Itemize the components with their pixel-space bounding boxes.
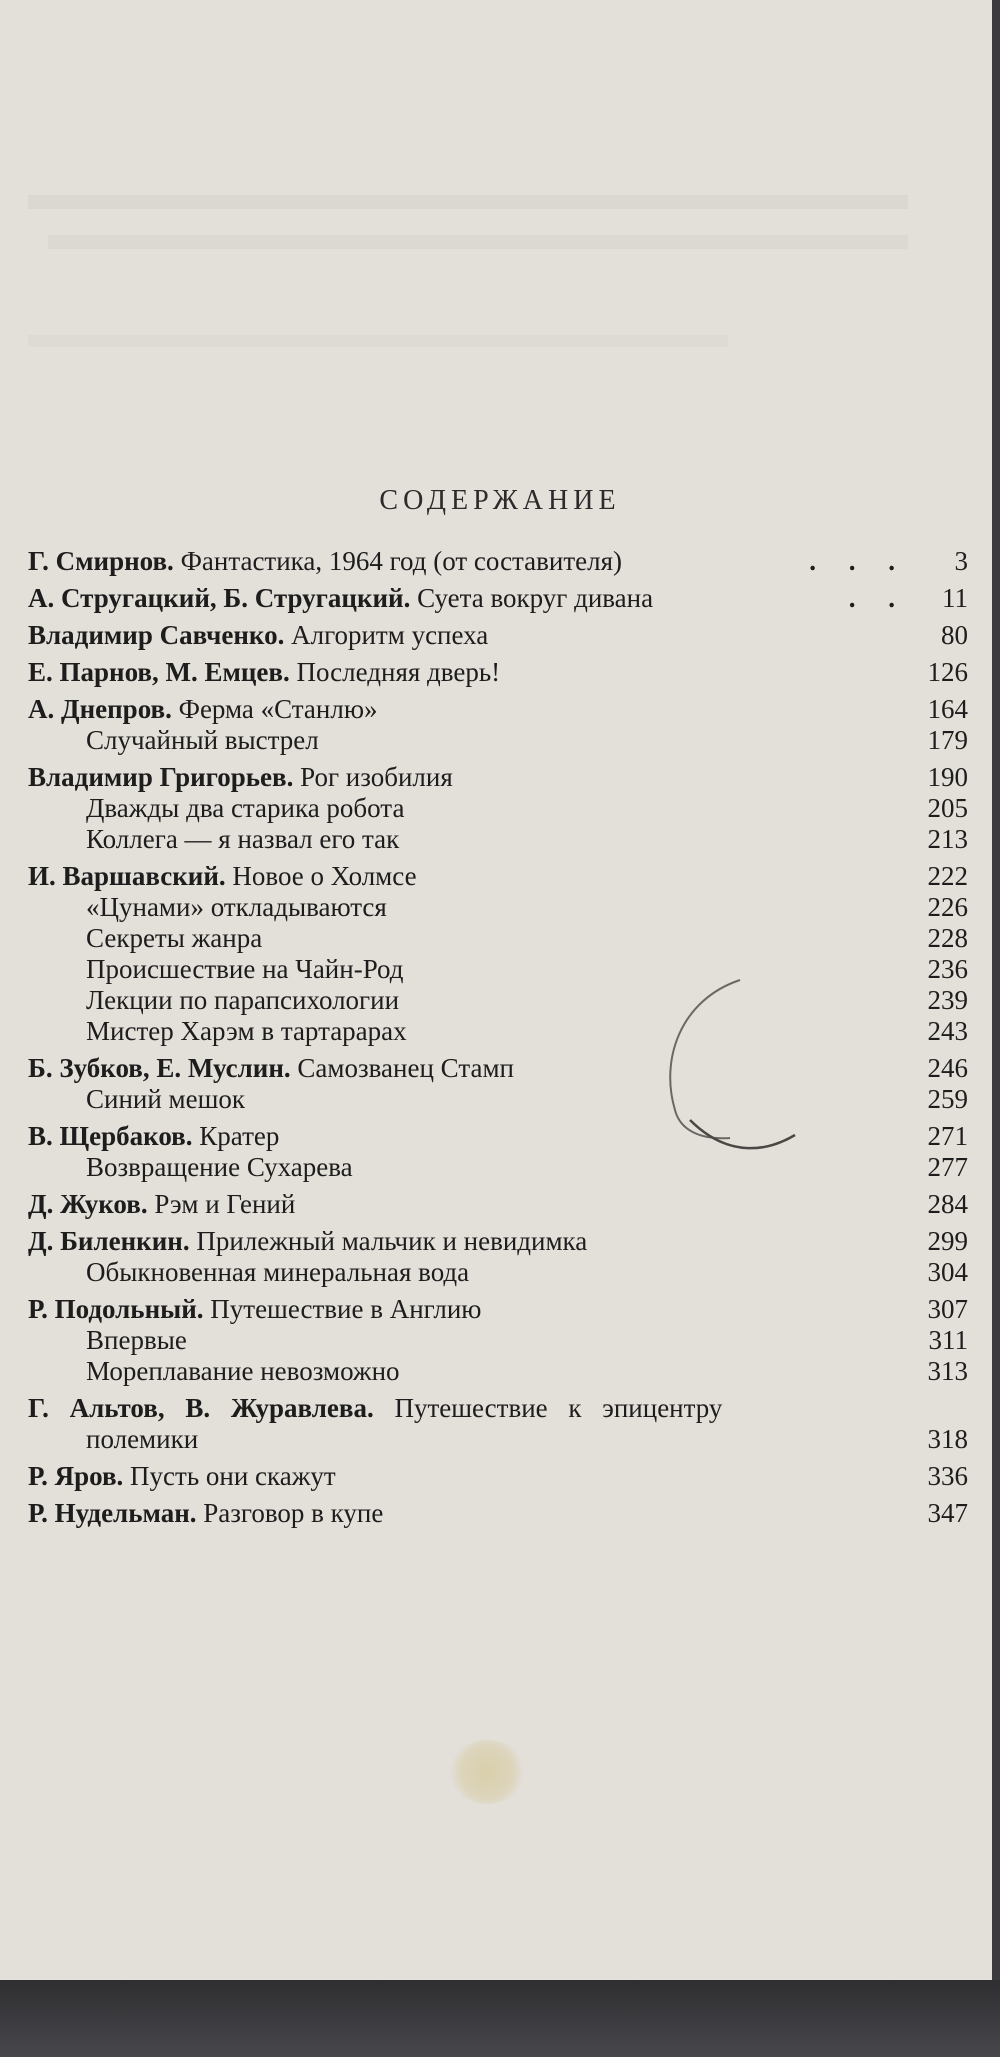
entry-page-number: 222 <box>927 861 968 891</box>
show-through-text <box>28 175 958 415</box>
entry-page-number: 313 <box>927 1356 968 1386</box>
toc-entry <box>28 824 968 855</box>
entry-author: Р. Подольный. <box>28 1294 204 1324</box>
toc-entry <box>28 1294 968 1325</box>
toc-entry <box>28 620 968 651</box>
entry-title: Разговор в купе <box>203 1498 384 1528</box>
toc-entry <box>28 725 968 756</box>
entry-page-number: 228 <box>927 923 968 953</box>
entry-author: Б. Зубков, Е. Муслин. <box>28 1053 291 1083</box>
entry-page-number: 246 <box>927 1053 968 1083</box>
entry-title: Дважды два старика робота <box>86 793 405 823</box>
toc-entry <box>28 546 968 577</box>
entry-page-number: 179 <box>927 725 968 755</box>
paper-stain <box>450 1740 524 1804</box>
entry-page-number: 243 <box>927 1016 968 1046</box>
entry-page-number: 271 <box>927 1121 968 1151</box>
entry-author: И. Варшавский. <box>28 861 226 891</box>
entry-author: Владимир Савченко. <box>28 620 285 650</box>
toc-entry <box>28 583 968 614</box>
entry-page-number: 213 <box>927 824 968 854</box>
entry-page-number: 226 <box>927 892 968 922</box>
entry-title: Последняя дверь! <box>296 657 501 687</box>
toc-entry <box>28 1084 968 1115</box>
entry-title: Кратер <box>199 1121 280 1151</box>
table-of-contents <box>28 546 968 1529</box>
entry-page-number: 336 <box>927 1461 968 1491</box>
entry-page-number: 3 <box>954 546 968 576</box>
entry-page-number: 80 <box>941 620 968 650</box>
entry-title: Рог изобилия <box>300 762 453 792</box>
entry-leader-dots: . . . <box>809 546 908 576</box>
entry-title: Путешествие к эпицентру <box>394 1393 723 1423</box>
entry-title: Мореплавание невозможно <box>86 1356 400 1386</box>
entry-page-number: 284 <box>927 1189 968 1219</box>
entry-page-number: 239 <box>927 985 968 1015</box>
entry-title: Мистер Харэм в тартарарах <box>86 1016 407 1046</box>
entry-title: Обыкновенная минеральная вода <box>86 1257 470 1287</box>
entry-author: А. Стругацкий, Б. Стругацкий. <box>28 583 411 613</box>
toc-entry <box>28 892 968 923</box>
entry-page-number: 311 <box>928 1325 968 1355</box>
entry-title: Случайный выстрел <box>86 725 319 755</box>
entry-author: Р. Нудельман. <box>28 1498 197 1528</box>
toc-entry <box>28 657 968 688</box>
entry-page-number: 347 <box>927 1498 968 1528</box>
toc-entry <box>28 1393 968 1455</box>
entry-author: Г. Альтов, В. Журавлева. <box>28 1393 374 1423</box>
toc-entry <box>28 1257 968 1288</box>
entry-title: Происшествие на Чайн-Род <box>86 954 404 984</box>
entry-title: Рэм и Гений <box>154 1189 296 1219</box>
background-surface <box>0 1980 1000 2057</box>
entry-title: Лекции по парапсихологии <box>86 985 400 1015</box>
toc-entry <box>28 861 968 892</box>
toc-entry <box>28 1325 968 1356</box>
toc-entry <box>28 762 968 793</box>
toc-entry <box>28 1152 968 1183</box>
entry-author: Е. Парнов, М. Емцев. <box>28 657 290 687</box>
entry-title: Новое о Холмсе <box>232 861 417 891</box>
entry-title: Впервые <box>86 1325 187 1355</box>
page-title: СОДЕРЖАНИЕ <box>379 485 621 516</box>
entry-page-number: 164 <box>927 694 968 724</box>
entry-title: Возвращение Сухарева <box>86 1152 353 1182</box>
toc-entry <box>28 985 968 1016</box>
toc-entry <box>28 1356 968 1387</box>
entry-author: Р. Яров. <box>28 1461 124 1491</box>
entry-title: Прилежный мальчик и невидимка <box>196 1226 588 1256</box>
entry-title: Секреты жанра <box>86 923 263 953</box>
entry-author: Д. Биленкин. <box>28 1226 190 1256</box>
entry-author: Владимир Григорьев. <box>28 762 294 792</box>
toc-entry <box>28 1016 968 1047</box>
entry-author: Г. Смирнов. <box>28 546 174 576</box>
entry-leader-dots: . . <box>848 583 908 613</box>
entry-title: Алгоритм успеха <box>291 620 489 650</box>
entry-page-number: 190 <box>927 762 968 792</box>
entry-author: А. Днепров. <box>28 694 172 724</box>
toc-entry <box>28 923 968 954</box>
entry-page-number: 299 <box>927 1226 968 1256</box>
toc-entry <box>28 1461 968 1492</box>
toc-entry <box>28 793 968 824</box>
toc-entry <box>28 1226 968 1257</box>
entry-title: Суета вокруг дивана <box>417 583 654 613</box>
entry-page-number: 11 <box>942 583 968 613</box>
entry-title-continued: полемики <box>86 1424 199 1454</box>
entry-page-number: 307 <box>927 1294 968 1324</box>
toc-entry <box>28 954 968 985</box>
entry-title: Фантастика, 1964 год (от составителя) <box>180 546 623 576</box>
toc-entry <box>28 1498 968 1529</box>
entry-title: Пусть они скажут <box>130 1461 336 1491</box>
toc-entry <box>28 1053 968 1084</box>
entry-title: «Цунами» откладываются <box>86 892 387 922</box>
entry-title: Коллега — я назвал его так <box>86 824 400 854</box>
toc-entry <box>28 1121 968 1152</box>
entry-author: Д. Жуков. <box>28 1189 148 1219</box>
entry-page-number: 126 <box>927 657 968 687</box>
entry-page-number: 236 <box>927 954 968 984</box>
entry-page-number: 277 <box>927 1152 968 1182</box>
entry-author: В. Щербаков. <box>28 1121 193 1151</box>
entry-page-number: 259 <box>927 1084 968 1114</box>
entry-page-number: 304 <box>927 1257 968 1287</box>
entry-title: Ферма «Станлю» <box>178 694 378 724</box>
toc-entry <box>28 694 968 725</box>
entry-page-number: 205 <box>927 793 968 823</box>
entry-title: Самозванец Стамп <box>297 1053 514 1083</box>
toc-entry <box>28 1189 968 1220</box>
entry-title: Синий мешок <box>86 1084 246 1114</box>
entry-title: Путешествие в Англию <box>210 1294 482 1324</box>
entry-page-number: 318 <box>927 1424 968 1454</box>
